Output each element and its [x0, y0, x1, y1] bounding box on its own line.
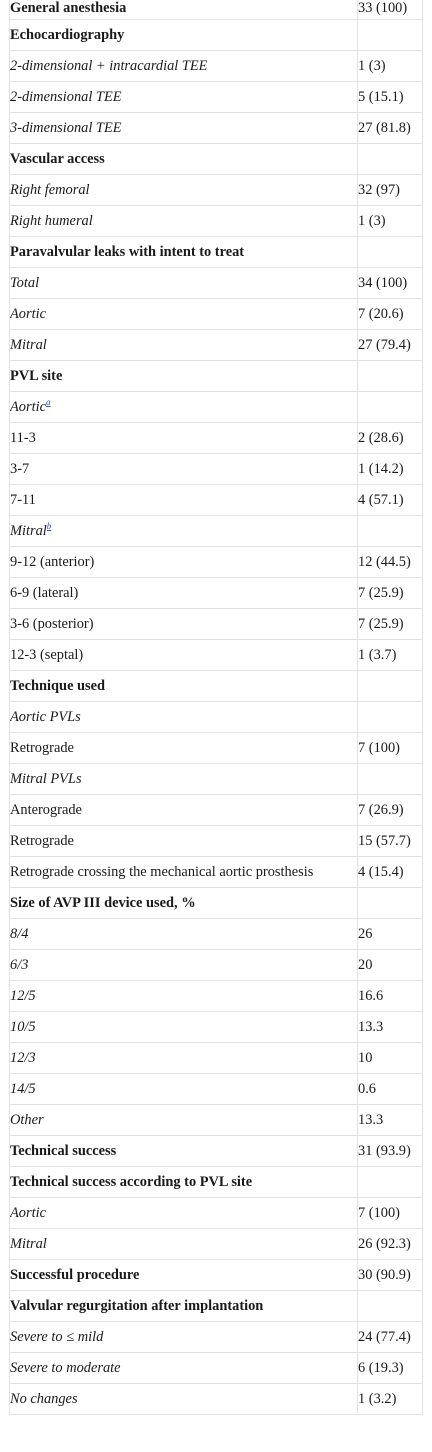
row-value [358, 516, 423, 547]
table-row [10, 1136, 423, 1167]
row-label: Other [10, 1111, 44, 1128]
table-row [10, 981, 423, 1012]
row-label: 2-dimensional + intracardial TEE [10, 57, 208, 74]
row-label: 3-dimensional TEE [10, 119, 122, 136]
section-header-cell [10, 237, 358, 268]
row-label: Right femoral [10, 181, 90, 198]
table-row [10, 640, 423, 671]
row-label-cell [10, 330, 358, 361]
section-header-cell [10, 888, 358, 919]
row-label: 3-6 (posterior) [10, 615, 94, 632]
table-row [10, 1012, 423, 1043]
table-row [10, 423, 423, 454]
row-label: Paravalvular leaks with intent to treat [10, 243, 245, 260]
row-label: Anterograde [10, 801, 82, 818]
row-value: 31 (93.9) [358, 1136, 423, 1167]
row-label-cell [10, 950, 358, 981]
row-label-cell [10, 981, 358, 1012]
row-value: 1 (3.7) [358, 640, 423, 671]
footnote-link[interactable]: b [46, 520, 52, 531]
row-label-cell [10, 578, 358, 609]
row-label: Mitral [10, 336, 47, 353]
row-label: Retrograde crossing the mechanical aortic prosthesis [10, 863, 314, 880]
row-value: 6 (19.3) [358, 1353, 423, 1384]
row-value: 27 (79.4) [358, 330, 423, 361]
row-value [358, 20, 423, 51]
row-label: Retrograde [10, 739, 74, 756]
row-label: 2-dimensional TEE [10, 88, 122, 105]
row-label-cell [10, 1012, 358, 1043]
row-value: 7 (100) [358, 1198, 423, 1229]
row-value: 1 (14.2) [358, 454, 423, 485]
row-label: 14/5 [10, 1080, 36, 1097]
row-label-cell [10, 1105, 358, 1136]
table-row [10, 671, 423, 702]
row-label: 12/5 [10, 987, 36, 1004]
row-value: 34 (100) [358, 268, 423, 299]
row-label-cell [10, 485, 358, 516]
row-value: 1 (3) [358, 51, 423, 82]
row-label: Technique used [10, 677, 106, 694]
section-header-cell [10, 361, 358, 392]
row-value: 2 (28.6) [358, 423, 423, 454]
section-header-cell [10, 0, 358, 20]
row-label: Aortic PVLs [10, 708, 81, 725]
table-row [10, 516, 423, 547]
row-label: 11-3 [10, 429, 36, 446]
row-value: 12 (44.5) [358, 547, 423, 578]
row-value: 33 (100) [358, 0, 423, 20]
row-label-cell [10, 764, 358, 795]
row-label: Right humeral [10, 212, 93, 229]
row-label: Valvular regurgitation after implantation [10, 1297, 264, 1314]
table-row [10, 888, 423, 919]
row-value: 7 (20.6) [358, 299, 423, 330]
section-header-cell [10, 20, 358, 51]
section-header-cell [10, 144, 358, 175]
row-label: 12-3 (septal) [10, 646, 84, 663]
row-label: 6-9 (lateral) [10, 584, 79, 601]
table-row [10, 1167, 423, 1198]
row-value: 16.6 [358, 981, 423, 1012]
row-label: Aortic [10, 1204, 46, 1221]
table-row [10, 0, 423, 20]
row-label-cell [10, 1198, 358, 1229]
table-row [10, 826, 423, 857]
table-row [10, 1291, 423, 1322]
row-label-cell [10, 826, 358, 857]
row-label-cell [10, 175, 358, 206]
row-label-cell [10, 423, 358, 454]
row-value: 7 (26.9) [358, 795, 423, 826]
table-row [10, 1198, 423, 1229]
row-label: 12/3 [10, 1049, 36, 1066]
table-row [10, 20, 423, 51]
table-row [10, 454, 423, 485]
row-value: 15 (57.7) [358, 826, 423, 857]
row-value [358, 1167, 423, 1198]
table-row [10, 1229, 423, 1260]
row-value [358, 237, 423, 268]
table-row [10, 919, 423, 950]
table-row [10, 609, 423, 640]
row-label-cell [10, 702, 358, 733]
row-value [358, 144, 423, 175]
table-row [10, 113, 423, 144]
section-header-cell [10, 671, 358, 702]
table-row [10, 578, 423, 609]
row-label-cell [10, 113, 358, 144]
row-value: 13.3 [358, 1105, 423, 1136]
table-row [10, 733, 423, 764]
row-label-cell [10, 454, 358, 485]
table-row [10, 857, 423, 888]
row-label: Retrograde [10, 832, 74, 849]
row-label-cell [10, 547, 358, 578]
row-label-cell [10, 609, 358, 640]
table-row [10, 299, 423, 330]
row-value [358, 764, 423, 795]
row-value: 4 (57.1) [358, 485, 423, 516]
table-row [10, 361, 423, 392]
section-header-cell [10, 1167, 358, 1198]
row-label-cell [10, 857, 358, 888]
row-value [358, 702, 423, 733]
row-label-cell [10, 733, 358, 764]
table-row [10, 392, 423, 423]
row-label: 8/4 [10, 925, 29, 942]
row-value [358, 671, 423, 702]
row-label-cell [10, 1229, 358, 1260]
row-label-cell [10, 299, 358, 330]
row-label-cell [10, 516, 358, 547]
table-row [10, 1043, 423, 1074]
table-row [10, 237, 423, 268]
table-row [10, 268, 423, 299]
row-label-cell [10, 1043, 358, 1074]
row-label-cell [10, 206, 358, 237]
row-label: General anesthesia [10, 0, 127, 16]
row-label: Mitral [10, 1235, 47, 1252]
row-label: Technical success [10, 1142, 117, 1159]
table-row [10, 330, 423, 361]
row-label: 10/5 [10, 1018, 36, 1035]
row-label: PVL site [10, 367, 63, 384]
row-value: 26 (92.3) [358, 1229, 423, 1260]
row-label-cell [10, 268, 358, 299]
row-value: 30 (90.9) [358, 1260, 423, 1291]
section-header-cell [10, 1260, 358, 1291]
table-row [10, 82, 423, 113]
footnote-marker [46, 397, 51, 407]
table-row [10, 51, 423, 82]
row-label: 9-12 (anterior) [10, 553, 95, 570]
row-value: 0.6 [358, 1074, 423, 1105]
row-value: 1 (3) [358, 206, 423, 237]
row-value: 27 (81.8) [358, 113, 423, 144]
row-value [358, 361, 423, 392]
table-row [10, 547, 423, 578]
row-value: 4 (15.4) [358, 857, 423, 888]
row-label-cell [10, 1384, 358, 1415]
row-label: Echocardiography [10, 26, 125, 43]
row-value: 7 (100) [358, 733, 423, 764]
row-label: Successful procedure [10, 1266, 140, 1283]
table-row [10, 144, 423, 175]
row-value: 7 (25.9) [358, 609, 423, 640]
row-label: Mitral PVLs [10, 770, 82, 787]
table-row [10, 485, 423, 516]
table-row [10, 1353, 423, 1384]
row-value: 1 (3.2) [358, 1384, 423, 1415]
row-label: Mitral [10, 522, 47, 539]
row-label-cell [10, 1353, 358, 1384]
row-label-cell [10, 392, 358, 423]
row-label-cell [10, 795, 358, 826]
row-label: Severe to moderate [10, 1359, 121, 1376]
section-header-cell [10, 1136, 358, 1167]
section-header-cell [10, 1291, 358, 1322]
table-row [10, 1384, 423, 1415]
footnote-link[interactable]: a [45, 396, 51, 407]
row-value: 20 [358, 950, 423, 981]
row-label: 7-11 [10, 491, 36, 508]
table-row [10, 206, 423, 237]
row-label: Size of AVP III device used, % [10, 894, 196, 911]
row-label: Aortic [10, 398, 46, 415]
row-label-cell [10, 919, 358, 950]
row-label: No changes [10, 1390, 78, 1407]
row-label-cell [10, 82, 358, 113]
table-row [10, 764, 423, 795]
row-label: 3-7 [10, 460, 30, 477]
row-value: 24 (77.4) [358, 1322, 423, 1353]
row-label: 6/3 [10, 956, 29, 973]
table-row [10, 1074, 423, 1105]
results-table-body [10, 0, 423, 1415]
row-label-cell [10, 51, 358, 82]
row-value [358, 392, 423, 423]
row-value: 10 [358, 1043, 423, 1074]
table-row [10, 175, 423, 206]
row-value: 7 (25.9) [358, 578, 423, 609]
row-label-cell [10, 1074, 358, 1105]
row-label-cell [10, 1322, 358, 1353]
row-label: Technical success according to PVL site [10, 1173, 253, 1190]
row-value: 32 (97) [358, 175, 423, 206]
table-row [10, 1322, 423, 1353]
table-row [10, 702, 423, 733]
row-label: Vascular access [10, 150, 105, 167]
row-label-cell [10, 640, 358, 671]
table-row [10, 795, 423, 826]
table-row [10, 950, 423, 981]
row-value [358, 888, 423, 919]
row-value: 13.3 [358, 1012, 423, 1043]
table-row [10, 1260, 423, 1291]
row-value: 5 (15.1) [358, 82, 423, 113]
table-row [10, 1105, 423, 1136]
row-label: Aortic [10, 305, 46, 322]
footnote-marker [47, 521, 52, 531]
row-value: 26 [358, 919, 423, 950]
results-table [9, 0, 423, 1415]
row-value [358, 1291, 423, 1322]
row-label: Severe to ≤ mild [10, 1328, 104, 1345]
row-label: Total [10, 274, 40, 291]
